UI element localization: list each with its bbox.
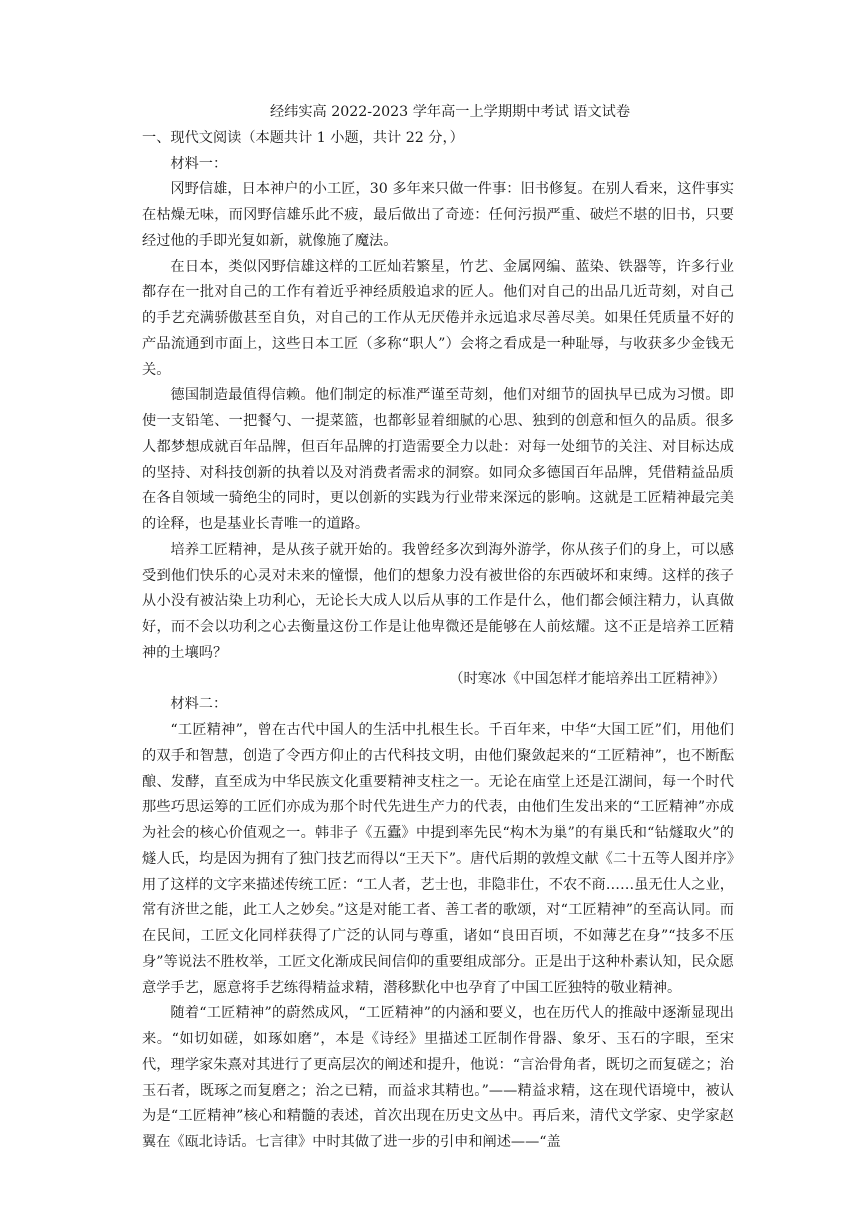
material-1-paragraph: 德国制造最值得信赖。他们制定的标准严谨至苛刻，他们对细节的固执早已成为习惯。即使一支铅笔、一把餐勺、一提菜篮，也都彰显着细腻的心思、独到的创意和恒久的品质。很多人都梦想成就百年品牌，但百年品牌的打造需要全力以赴：对每一处细节的关注、对目标达成的坚持、对科技创新的执着以及对消费者需求的洞察。如同众多德国百年品牌，凭借精益品质在各自领域一骑绝尘的同时，更以创新的实践为行业带来深远的影响。这就是工匠精神最完美的诠释，也是基业长青唯一的道路。 — [142, 387, 734, 532]
material-2-label: 材料二： — [170, 696, 228, 713]
material-1-paragraph: 培养工匠精神，是从孩子就开始的。我曾经多次到海外游学，你从孩子们的身上，可以感受到他们快乐的心灵对未来的憧憬，他们的想象力没有被世俗的东西破坏和束缚。这样的孩子从小没有被沾染上功利心，无论长大成人以后从事的工作是什么，他们都会倾注精力，认真做好，而不会以功利之心去衡量这份工作是让他卑微还是能够在人前炫耀。这不正是培养工匠精神的土壤吗？ — [142, 541, 734, 661]
material-1-paragraph: 在日本，类似冈野信雄这样的工匠灿若繁星，竹艺、金属网编、蓝染、铁器等，许多行业都存在一批对自己的工作有着近乎神经质般追求的匠人。他们对自己的出品几近苛刻，对自己的手艺充满骄傲甚至自负，对自己的工作从无厌倦并永远追求尽善尽美。如果任凭质量不好的产品流通到市面上，这些日本工匠（多称“职人”）会将之看成是一种耻辱，与收获多少金钱无关。 — [142, 258, 734, 378]
exam-title: 经纬实高 2022-2023 学年高一上学期期中考试 语文试卷 — [269, 104, 631, 120]
material-2-paragraph: “工匠精神”，曾在古代中国人的生活中扎根生长。千百年来，中华“大国工匠”们，用他们的双手和智慧，创造了令西方仰止的古代科技文明，由他们聚敛起来的“工匠精神”，也不断酝酿、发酵，直至成为中华民族文化重要精神支柱之一。无论在庙堂上还是江湖间，每一个时代那些巧思运筹的工匠们亦成为那个时代先进生产力的代表，由他们生发出来的“工匠精神”亦成为社会的核心价值观之一。韩非子《五蠹》中提到率先民“构木为巢”的有巢氏和“钻燧取火”的燧人氏，均是因为拥有了独门技艺而得以“王天下”。唐代后期的敦煌文献《二十五等人图并序》用了这样的文字来描述传统工匠：“工人者，艺士也，非隐非仕，不农不商……虽无仕人之业，常有济世之能，此工人之妙矣。”这是对能工者、善工者的歌颂，对“工匠精神”的至高认同。而在民间，工匠文化同样获得了广泛的认同与尊重，诸如“良田百顷，不如薄艺在身”“技多不压身”等说法不胜枚举，工匠文化渐成民间信仰的重要组成部分。正是出于这种朴素认知，民众愿意学手艺，愿意将手艺练得精益求精，潜移默化中也孕育了中国工匠独特的敬业精神。 — [142, 722, 734, 996]
material-1-source: （时寒冰《中国怎样才能培养出工匠精神》） — [449, 670, 726, 687]
section-heading: 一、现代文阅读（本题共计 1 小题，共计 22 分，） — [142, 129, 464, 146]
material-2-paragraph: 随着“工匠精神”的蔚然成风，“工匠精神”的内涵和要义，也在历代人的推敲中逐渐显现出来。“如切如磋，如琢如磨”，本是《诗经》里描述工匠制作骨器、象牙、玉石的字眼，至宋代，理学家朱熹对其进行了更高层次的阐述和提升，他说：“言治骨角者，既切之而复磋之；治玉石者，既琢之而复磨之；治之已精，而益求其精也。”——精益求精，这在现代语境中，被认为是“工匠精神”核心和精髓的表述，首次出现在历史文丛中。再后来，清代文学家、史学家赵翼在《瓯北诗话。七言律》中时其做了进一步的引申和阐述——“盖 — [142, 1005, 734, 1150]
material-1-paragraph: 冈野信雄，日本神户的小工匠，30 多年来只做一件事：旧书修复。在别人看来，这件事实在枯燥无味，而冈野信雄乐此不疲，最后做出了奇迹：任何污损严重、破烂不堪的旧书，只要经过他的手即光复如新，就像施了魔法。 — [142, 181, 734, 249]
material-1-label: 材料一： — [170, 155, 228, 172]
